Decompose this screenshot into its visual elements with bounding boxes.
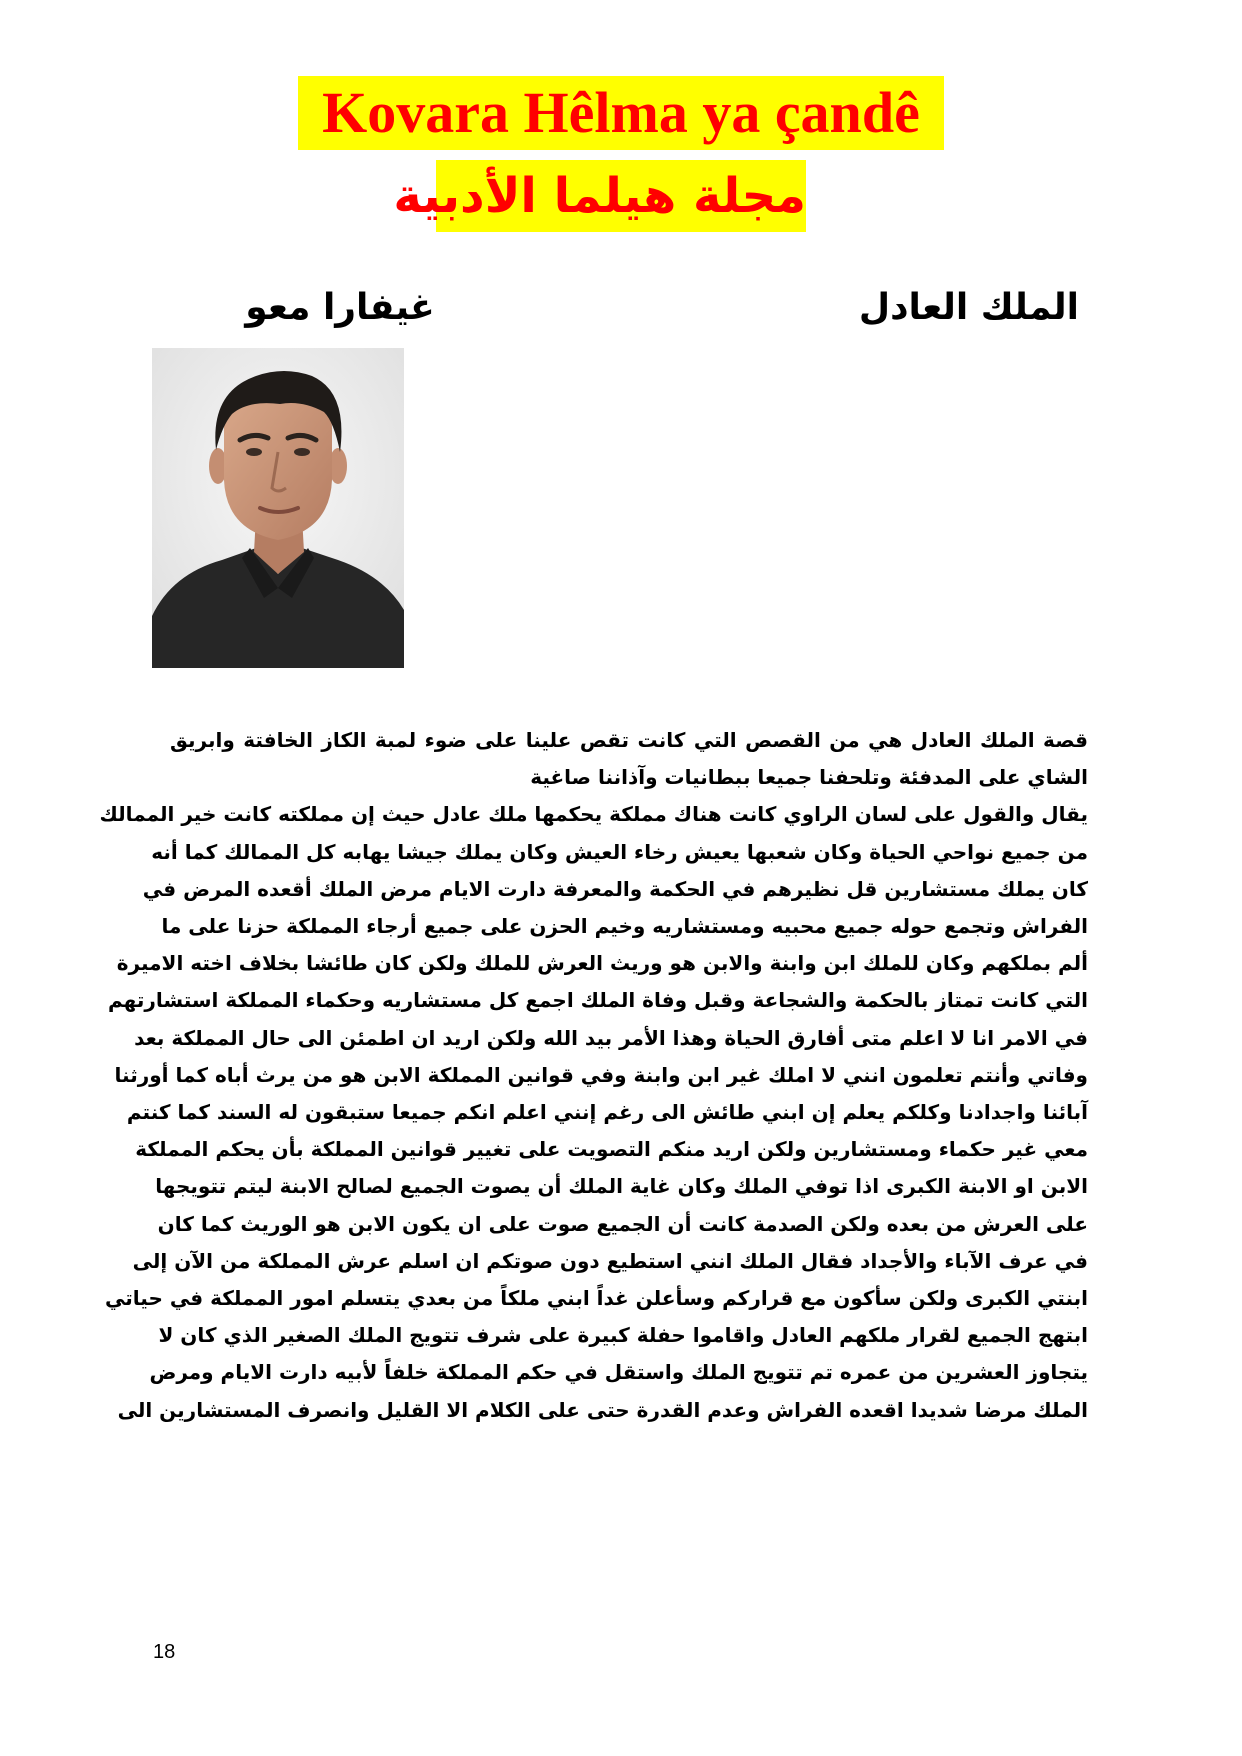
article-title: الملك العادل xyxy=(858,287,1079,328)
article-body-line: في الامر انا لا اعلم متى أفارق الحياة وهذا الأمر بيد الله ولكن اريد ان اطمئن الى حال المملكة بعد xyxy=(134,1025,1088,1050)
article-body xyxy=(99,722,1088,1429)
author-portrait-drawing xyxy=(152,348,404,668)
article-body-line: الشاي على المدفئة وتلحفنا جميعا ببطانيات وآذاننا صاغية xyxy=(530,765,1088,790)
author-portrait-image xyxy=(152,348,404,668)
article-body-line: ابتهج الجميع لقرار ملكهم العادل واقاموا حفلة كبيرة على شرف تتويج الملك الصغير الذي كان لا xyxy=(158,1323,1088,1348)
article-body-line: معي غير حكماء ومستشارين ولكن اريد منكم التصويت على تغيير قوانين المملكة بأن يحكم المملكة xyxy=(135,1137,1088,1162)
magazine-title-latin: Kovara Hêlma ya çandê xyxy=(298,76,944,150)
magazine-title-arabic: مجلة هيلما الأدبية xyxy=(436,160,806,232)
page-number: 18 xyxy=(153,1641,176,1663)
author-name: غيفارا معو xyxy=(245,287,435,328)
article-body-line: من جميع نواحي الحياة وكان شعبها يعيش رخاء العيش وكان يملك جيشا يهابه كل الممالك كما أنه xyxy=(151,839,1088,864)
article-body-line: يقال والقول على لسان الراوي كانت هناك مملكة يحكمها ملك عادل حيث إن مملكته كانت خير الممالك xyxy=(99,802,1088,827)
article-body-line: يتجاوز العشرين من عمره تم تتويج الملك واستقل في حكم المملكة خلفاً لأبيه دارت الايام ومرض xyxy=(149,1360,1088,1385)
article-body-line: على العرش من بعده ولكن الصدمة كانت أن الجميع صوت على ان يكون الابن هو الوريث كما كان xyxy=(157,1211,1088,1236)
article-body-line: ألم بملكهم وكان للملك ابن وابنة والابن هو وريث العرش للملك ولكن كان طائشا بخلاف اخته الاميرة xyxy=(116,951,1088,976)
article-body-line: في عرف الآباء والأجداد فقال الملك انني استطيع دون صوتكم ان اسلم عرش المملكة من الآن إلى xyxy=(132,1248,1088,1273)
article-body-line: ابنتي الكبرى ولكن سأكون مع قراركم وسأعلن غداً ابني ملكاً من بعدي يتسلم امور المملكة في حياتي xyxy=(105,1286,1088,1311)
article-body-line: قصة الملك العادل هي من القصص التي كانت تقص علينا على ضوء لمبة الكاز الخافتة وابريق xyxy=(170,728,1088,752)
article-body-line: التي كانت تمتاز بالحكمة والشجاعة وقبل وفاة الملك اجمع كل مستشاريه وحكماء المملكة استشارتهم xyxy=(107,988,1088,1013)
article-body-line: الملك مرضا شديدا اقعده الفراش وعدم القدرة حتى على الكلام الا القليل وانصرف المستشارين الى xyxy=(117,1397,1088,1422)
article-body-line: الفراش وتجمع حوله جميع محبيه ومستشاريه وخيم الحزن على جميع أرجاء المملكة حزنا على ما xyxy=(161,914,1088,939)
article-body-line: كان يملك مستشارين قل نظيرهم في الحكمة والمعرفة دارت الايام مرض الملك أقعده المرض في xyxy=(142,876,1088,901)
article-body-line: وفاتي وأنتم تعلمون انني لا املك غير ابن وابنة وفي قوانين المملكة الابن هو من يرث أباه كما أورثنا xyxy=(114,1062,1088,1087)
article-body-line: آبائنا واجدادنا وكلكم يعلم إن ابني طائش الى رغم إنني اعلم انكم جميعا ستبقون له السند كما كنتم xyxy=(126,1100,1088,1125)
article-body-line: الابن او الابنة الكبرى اذا توفي الملك وكان غاية الملك أن يصوت الجميع لصالح الابنة ليتم تتويجها xyxy=(155,1174,1088,1199)
